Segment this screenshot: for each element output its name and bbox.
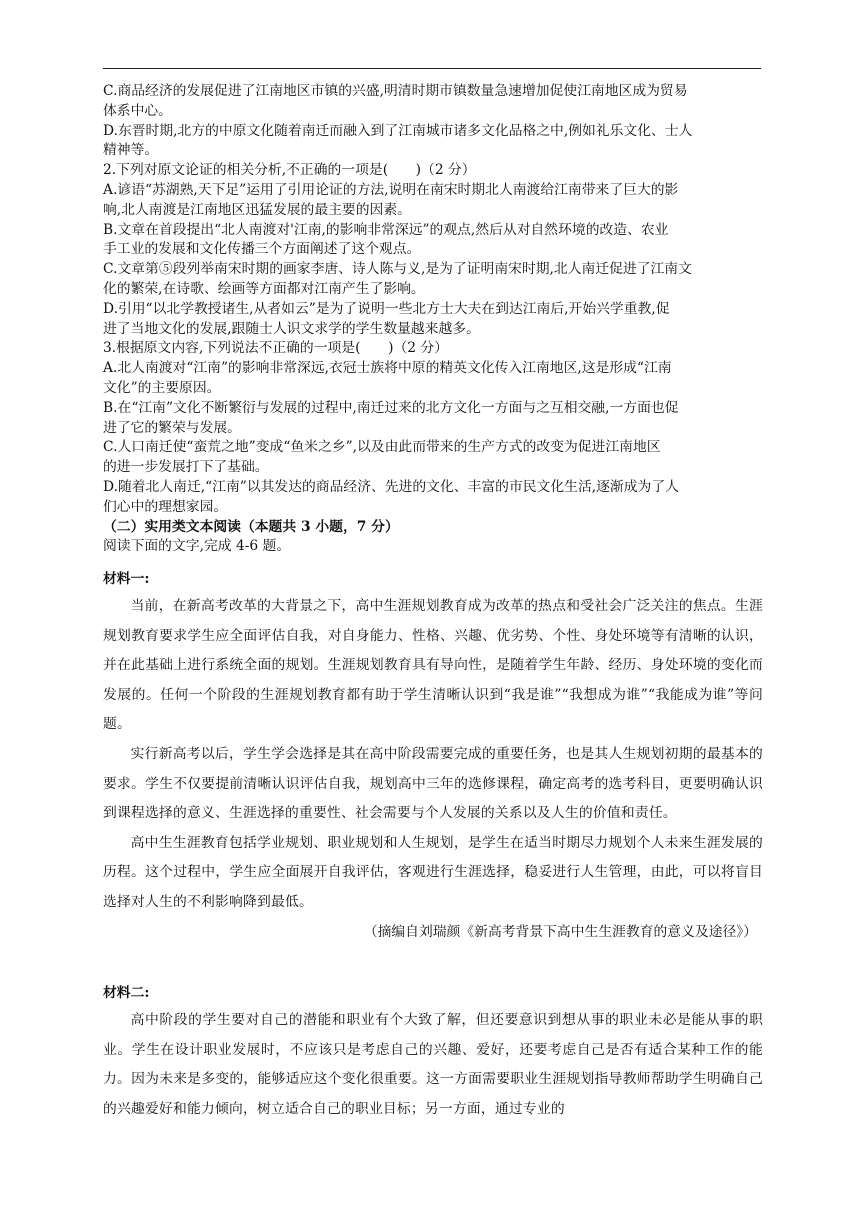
text-line: A.谚语“苏湖熟,天下足”运用了引用论证的方法,说明在南宋时期北人南渡给江南带来了巨大的影 [103,181,679,198]
text-line: 体系中心。 [103,102,172,119]
section-heading: （二）实用类文本阅读（本题共 3 小题，7 分） [103,518,399,535]
question-3-stem: 3.根据原文内容,下列说法不正确的一项是( )（2 分） [103,340,449,357]
material-one-paragraph: 当前，在新高考改革的大背景之下，高中生涯规划教育成为改革的热点和受社会广泛关注的焦点。生涯规划教育要求学生应全面评估自我，对自身能力、性格、兴趣、优劣势、个性、身处环境等有清晰的认识，并在此基础上进行系统全面的规划。生涯规划教育具有导向性，是随着学生年龄、经历、身处环境的变化而发展的。任何一个阶段的生涯规划教育都有助于学生清晰认识到“我是谁”“我想成为谁”“我能成为谁”等问题。 [103,598,763,733]
text-line: C.商品经济的发展促进了江南地区市镇的兴盛,明清时期市镇数量急速增加促使江南地区成为贸易 [103,83,688,99]
material-one-source: （摘编自刘瑞颜《新高考背景下高中生生涯教育的意义及途径》） [363,923,757,940]
material-one [103,566,763,947]
question-section [103,82,761,557]
text-line: 的进一步发展打下了基础。 [103,459,269,476]
reading-instruction: 阅读下面的文字,完成 4-6 题。 [103,538,291,555]
text-line: C.文章第⑤段列举南宋时期的画家李唐、诗人陈与义,是为了证明南宋时期,北人南迁促进了江南文 [103,261,692,278]
material-two-paragraph: 高中阶段的学生要对自己的潜能和职业有个大致了解，但还要意识到想从事的职业未必是能从事的职业。学生在设计职业发展时，不应该只是考虑自己的兴趣、爱好，还要考虑自己是否有适合某种工作的能力。因为未来是多变的，能够适应这个变化很重要。这一方面需要职业生涯规划指导教师帮助学生明确自己的兴趣爱好和能力倾向，树立适合自己的职业目标；另一方面，通过专业的 [103,1012,763,1117]
text-line: 进了它的繁荣与发展。 [103,419,241,436]
text-line: 们心中的理想家园。 [103,498,228,515]
text-line: 响,北人南渡是江南地区迅猛发展的最主要的因素。 [103,201,411,218]
text-line: 精神等。 [103,142,159,159]
text-line: D.随着北人南迁,“江南”以其发达的商品经济、先进的文化、丰富的市民文化生活,逐渐成为了人 [103,478,679,495]
material-two-title: 材料二: [103,985,150,1001]
text-line: D.引用“以北学教授诸生,从者如云”是为了说明一些北方士大夫在到达江南后,开始兴学重教,促 [103,300,670,317]
material-one-paragraph: 高中生生涯教育包括学业规划、职业规划和人生规划，是学生在适当时期尽力规划个人未来生涯发展的历程。这个过程中，学生应全面展开自我评估，客观进行生涯选择，稳妥进行人生管理，由此，可以将盲目选择对人生的不利影响降到最低。 [103,834,763,910]
material-one-paragraph: 实行新高考以后，学生学会选择是其在高中阶段需要完成的重要任务，也是其人生规划初期的最基本的要求。学生不仅要提前清晰认识评估自我，规划高中三年的选修课程，确定高考的选考科目，更要明确认识到课程选择的意义、生涯选择的重要性、社会需要与个人发展的关系以及人生的价值和责任。 [103,745,763,822]
question-2-stem: 2.下列对原文论证的相关分析,不正确的一项是( )（2 分） [103,162,476,179]
text-line: A.北人南渡对“江南”的影响非常深远,衣冠士族将中原的精英文化传入江南地区,这是形成“江南 [103,360,672,377]
text-line: D.东晋时期,北方的中原文化随着南迁而融入到了江南城市诸多文化品格之中,例如礼乐文化、士人 [103,122,693,139]
text-line: 文化”的主要原因。 [103,379,221,396]
text-line: 化的繁荣,在诗歌、绘画等方面都对江南产生了影响。 [103,280,425,297]
text-line: B.文章在首段提出“北人南渡对'江南,的影响非常深远”的观点,然后从对自然环境的改造、农业 [103,221,669,238]
material-two [103,980,763,1124]
text-line: B.在“江南”文化不断繁衍与发展的过程中,南迁过来的北方文化一方面与之互相交融,一方面也促 [103,399,679,416]
material-one-title: 材料一: [103,571,150,587]
header-rule [103,68,761,69]
text-line: C.人口南迁使“蛮荒之地”变成“鱼米之乡”,以及由此而带来的生产方式的改变为促进江南地区 [103,439,661,456]
text-line: 手工业的发展和文化传播三个方面阐述了这个观点。 [103,241,421,258]
text-line: 进了当地文化的发展,跟随士人识文求学的学生数量越来越多。 [103,320,480,337]
